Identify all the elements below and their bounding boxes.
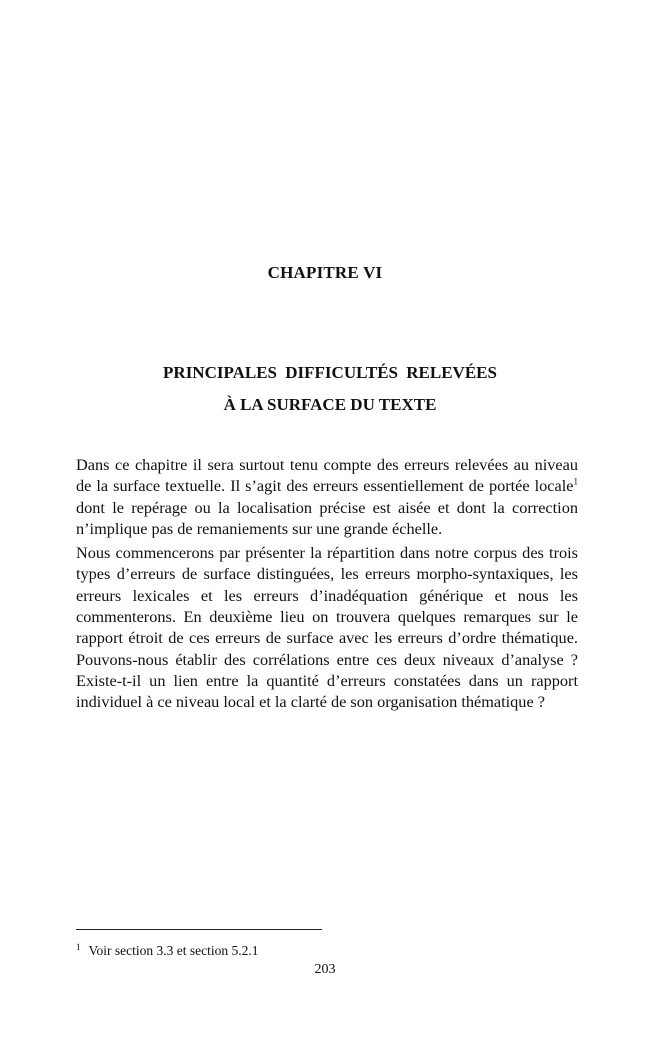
footnote-divider (76, 929, 322, 930)
chapter-title (80, 357, 580, 421)
footnote (76, 943, 258, 959)
footnote-text: Voir section 3.3 et section 5.2.1 (88, 943, 259, 958)
chapter-label: CHAPITRE VI (267, 263, 383, 282)
footnote-mark: 1 (76, 941, 81, 952)
paragraph-2: Nous commencerons par présenter la répartition dans notre corpus des trois types d’erreurs de surface distinguées, les erreurs morpho-syntaxiques, les erreurs lexicales et les erreurs d’inadéquation générique et nous les commenterons. En deuxième lieu on trouvera quelques remarques sur le rapport étroit de ces erreurs de surface avec les erreurs d’ordre thématique. Pouvons-nous établir des corrélations entre ces deux niveaux d’analyse ? Existe-t-il un lien entre la quantité d’erreurs constatées dans un rapport individuel à ce niveau local et la clarté de son organisation thématique ? (76, 543, 578, 712)
chapter-title-line-2: À LA SURFACE DU TEXTE (223, 395, 437, 414)
paragraph-1-text-a: Dans ce chapitre il sera surtout tenu compte des erreurs relevées au niveau de la surface textuelle. Il s’agit des erreurs essentiellement de portée locale (76, 455, 578, 496)
body-text (76, 454, 578, 713)
paragraph-1 (76, 454, 578, 539)
paragraph-1-text-b: dont le repérage ou la localisation précise est aisée et dont la correction n’implique pas de remaniements sur une grande échelle. (76, 497, 578, 538)
page-number: 203 (314, 962, 336, 977)
footnote-reference: 1 (573, 476, 578, 487)
chapter-title-line-1: PRINCIPALES DIFFICULTÉS RELEVÉES (163, 363, 497, 382)
